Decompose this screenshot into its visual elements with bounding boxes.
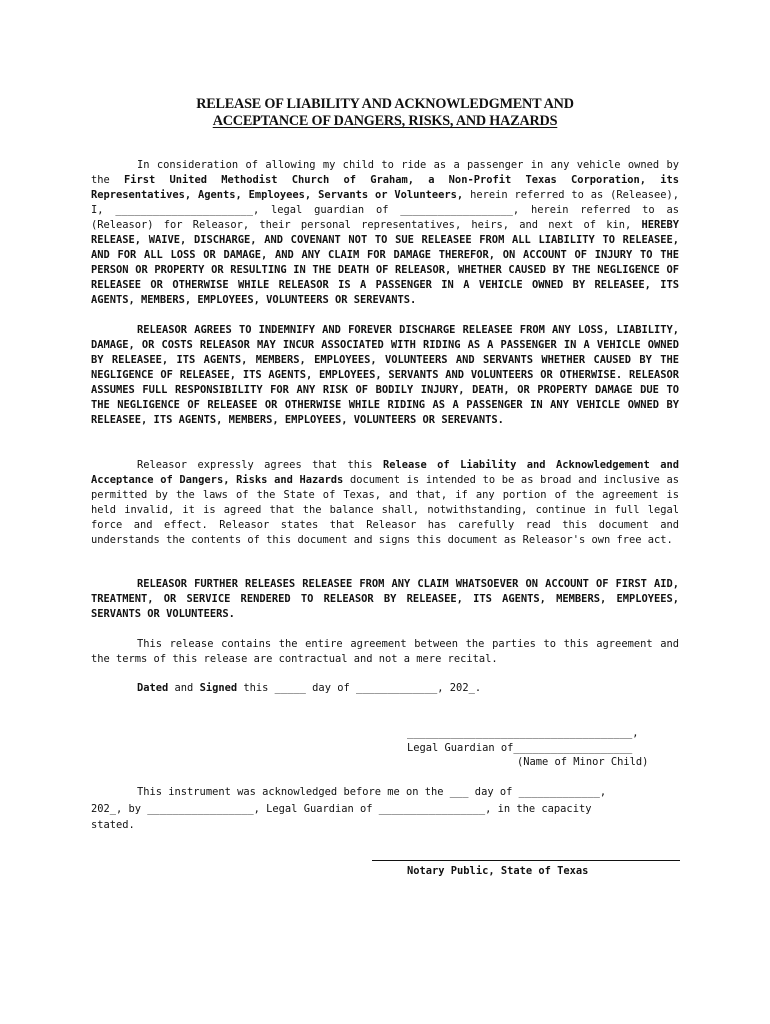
scope-paragraph bbox=[91, 458, 679, 548]
first-aid-text: RELEASOR FURTHER RELEASES RELEASEE FROM ANY CLAIM WHATSOEVER ON ACCOUNT OF FIRST AID, TREATMENT, OR SERVICE RENDERED TO RELEASOR BY RELEASEE, ITS AGENTS, MEMBERS, EMPLOYEES, SERVANTS OR VOLUNTEERS. bbox=[91, 578, 679, 620]
release-paragraph bbox=[91, 158, 679, 308]
guardian-signature-line: ____________________________________, bbox=[407, 727, 639, 739]
acknowledgment-line-1: This instrument was acknowledged before me on the ___ day of _____________, bbox=[137, 786, 607, 798]
releasee-name: First United Methodist Church of Graham, a Non-Profit Texas Corporation, its Representatives, Agents, Employees, Servants or Volunteers, bbox=[91, 174, 679, 201]
release-text-parties: herein referred to as (Releasee), I, ______________________, legal guardian of __________________, herein referred to as (Releasor) for Releasor, their personal representatives, heirs, and next of kin, bbox=[91, 189, 679, 231]
indemnify-paragraph bbox=[91, 323, 679, 428]
signed-label: Signed bbox=[199, 682, 238, 694]
legal-guardian-label: Legal Guardian of___________________ bbox=[407, 742, 633, 754]
document-name-reference: Release of Liability and Acknowledgement and Acceptance of Dangers, Risks and Hazards bbox=[91, 459, 679, 486]
scope-text-intro: Releasor expressly agrees that this bbox=[137, 459, 383, 471]
entire-agreement-text: This release contains the entire agreement between the parties to this agreement and the terms of this release are contractual and not a mere recital. bbox=[91, 638, 679, 665]
dated-label: Dated bbox=[137, 682, 169, 694]
document-title-line-1: RELEASE OF LIABILITY AND ACKNOWLEDGMENT AND bbox=[196, 96, 574, 112]
acknowledgment-line-2: 202_, by _________________, Legal Guardian of _________________, in the capacity bbox=[91, 803, 592, 815]
indemnify-text: RELEASOR AGREES TO INDEMNIFY AND FOREVER DISCHARGE RELEASEE FROM ANY LOSS, LIABILITY, DAMAGE, OR COSTS RELEASOR MAY INCUR ASSOCIATED WITH RIDING AS A PASSENGER IN A VEHICLE OWNED BY RELEASEE, ITS AGENTS, MEMBERS, EMPLOYEES, VOLUNTEERS AND SERVANTS WHETHER CAUSED BY THE NEGLIGENCE OF RELEASEE, ITS AGENTS, EMPLOYEES, SERVANTS AND VOLUNTEERS OR OTHERWISE. RELEASOR ASSUMES FULL RESPONSIBILITY FOR ANY RISK OF BODILY INJURY, DEATH, OR PROPERTY DAMAGE DUE TO THE NEGLIGENCE OF RELEASEE OR OTHERWISE WHILE RIDING AS A PASSENGER IN ANY VEHICLE OWNED BY RELEASEE, ITS AGENTS, MEMBERS, EMPLOYEES, VOLUNTEERS OR SEREVANTS. bbox=[91, 324, 679, 426]
minor-child-caption: (Name of Minor Child) bbox=[517, 756, 649, 768]
release-text-intro: In consideration of allowing my child to ride as a passenger in any vehicle owned by the bbox=[91, 159, 679, 186]
first-aid-paragraph bbox=[91, 577, 679, 622]
dated-signed-line bbox=[137, 681, 481, 696]
notary-label: Notary Public, State of Texas bbox=[407, 865, 589, 877]
release-waiver-clause: HEREBY RELEASE, WAIVE, DISCHARGE, AND COVENANT NOT TO SUE RELEASEE FROM ALL LIABILITY TO RELEASEE, AND FOR ALL LOSS OR DAMAGE, AND ANY CLAIM FOR DAMAGE THEREFOR, ON ACCOUNT OF INJURY TO THE PERSON OR PROPERTY OR RESULTING IN THE DEATH OF RELEASOR, WHETHER CAUSED BY THE NEGLIGENCE OF RELEASEE OR OTHERWISE WHILE RELEASOR IS A PASSENGER IN A VEHICLE OWNED BY RELEASEE, ITS AGENTS, MEMBERS, EMPLOYEES, VOLUNTEERS OR SEREVANTS. bbox=[91, 219, 679, 306]
notary-signature-line bbox=[372, 860, 680, 861]
scope-text-body: document is intended to be as broad and inclusive as permitted by the laws of the State of Texas, and that, if any portion of the agreement is held invalid, it is agreed that the balance shall, notwithstanding, continue in full legal force and effect. Releasor states that Releasor has carefully read this document and understands the contents of this document and signs this document as Releasor's own free act. bbox=[91, 474, 679, 546]
document-title-line-2: ACCEPTANCE OF DANGERS, RISKS, AND HAZARDS bbox=[212, 113, 558, 129]
acknowledgment-line-3: stated. bbox=[91, 819, 135, 831]
and-label: and bbox=[168, 682, 200, 694]
entire-agreement-paragraph bbox=[91, 637, 679, 667]
date-blanks: this _____ day of _____________, 202_. bbox=[237, 682, 482, 694]
